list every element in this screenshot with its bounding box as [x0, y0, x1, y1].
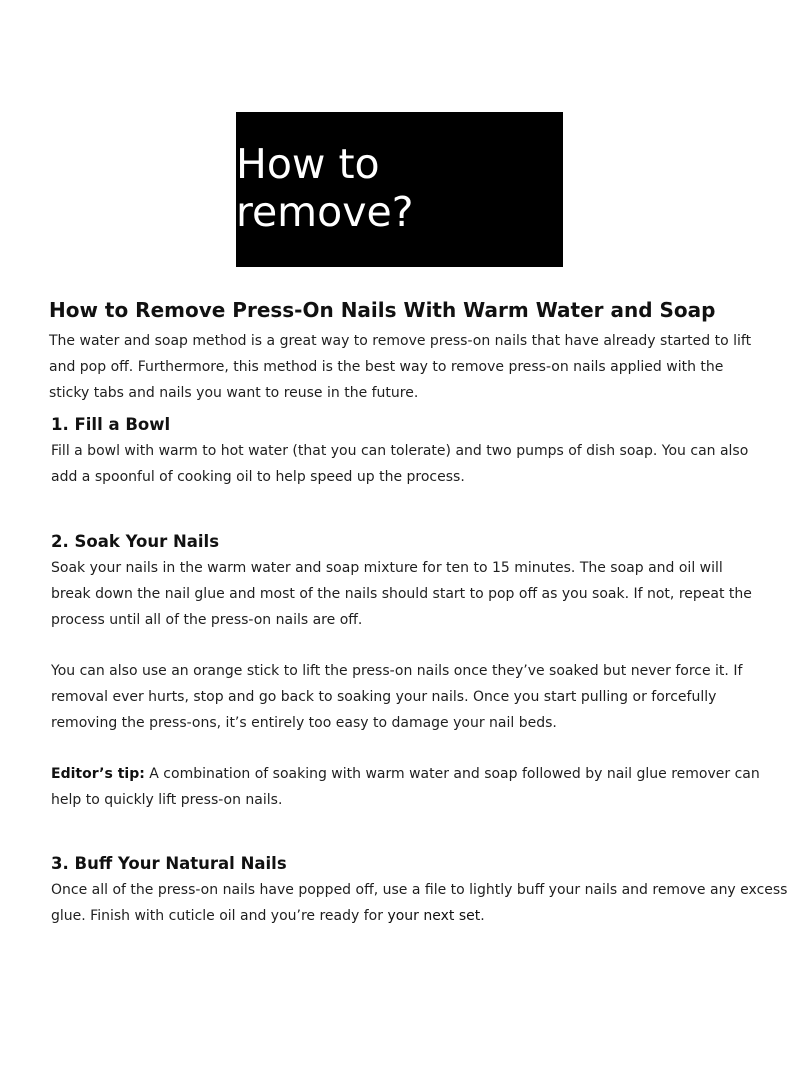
step-1-heading: 1. Fill a Bowl [51, 415, 171, 434]
step-3-heading: 3. Buff Your Natural Nails [51, 854, 287, 873]
editor-tip-text: A combination of soaking with warm water and soap followed by nail glue remover can help to quickly lift press-on nails. [51, 766, 760, 808]
header-banner-image [236, 112, 563, 267]
intro-paragraph: The water and soap method is a great way to remove press-on nails that have already started to lift and pop off. Furthermore, this method is the best way to remove press-on nails applied with the sticky tabs and nails you want to reuse in the future. [49, 333, 752, 401]
step-1-paragraph: Fill a bowl with warm to hot water (that you can tolerate) and two pumps of dish soap. You can also add a spoonful of cooking oil to help speed up the process. [51, 443, 749, 485]
editor-tip [51, 762, 766, 814]
step-3-paragraph-end: . [480, 907, 485, 924]
step-2-heading: 2. Soak Your Nails [51, 532, 220, 551]
step-2-paragraph-1: Soak your nails in the warm water and soap mixture for ten to 15 minutes. The soap and oil will break down the nail glue and most of the nails should start to pop off as you soak. If not, repeat the process until all of the press-on nails are off. [51, 560, 752, 628]
banner-text: How to remove? [236, 139, 414, 236]
step-2-paragraph-2: You can also use an orange stick to lift the press-on nails once they’ve soaked but never force it. If removal ever hurts, stop and go back to soaking your nails. Once you start pulling or forcefully removing the press-ons, it’s entirely too easy to damage your nail beds. [51, 663, 743, 731]
editor-tip-label: Editor’s tip: [51, 766, 145, 782]
article-title: How to Remove Press-On Nails With Warm Water and Soap [49, 298, 716, 322]
next-set-link[interactable]: your next set [387, 907, 481, 924]
step-3-paragraph [51, 878, 791, 930]
step-3-paragraph-text: Once all of the press-on nails have popped off, use a file to lightly buff your nails and remove any excess glue. Finish with cuticle oil and you’re ready for [51, 882, 788, 924]
